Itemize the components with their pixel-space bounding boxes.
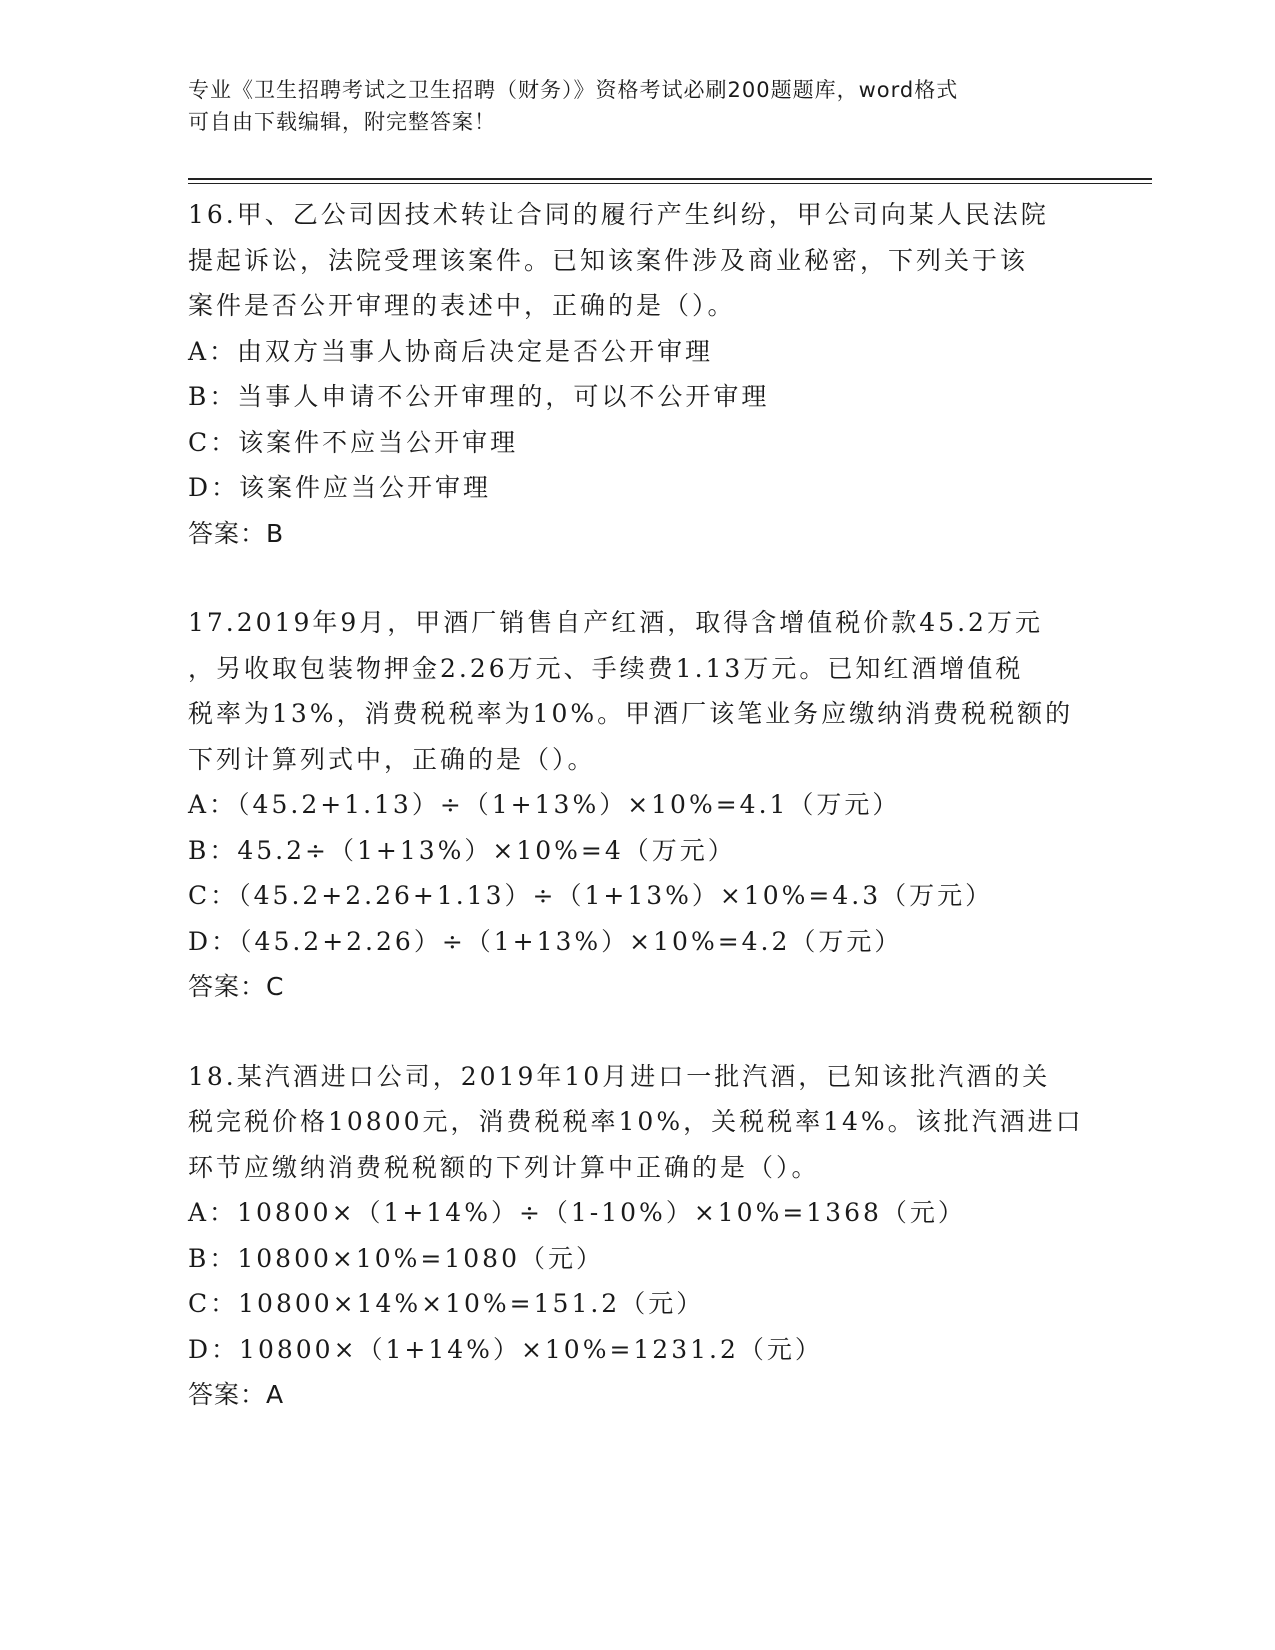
option-b: B：当事人申请不公开审理的，可以不公开审理 <box>188 382 770 411</box>
question-stem-line: ，另收取包装物押金2.26万元、手续费1.13万元。已知红酒增值税 <box>188 653 1024 683</box>
option-a: A：（45.2+1.13）÷（1+13%）×10%=4.1（万元） <box>188 790 901 819</box>
header-line: 专业《卫生招聘考试之卫生招聘（财务）》资格考试必刷200题题库，word格式 <box>188 78 959 102</box>
question-list <box>188 192 1084 1462</box>
question-stem-line: 税率为13%，消费税税率为10%。甲酒厂该笔业务应缴纳消费税税额的 <box>188 699 1074 728</box>
option-d: D：10800×（1+14%）×10%=1231.2（元） <box>188 1334 823 1364</box>
question-16 <box>188 192 1078 556</box>
question-18 <box>188 1054 1084 1418</box>
question-stem-line: 环节应缴纳消费税税额的下列计算中正确的是（）。 <box>188 1152 820 1182</box>
option-c: C：（45.2+2.26+1.13）÷（1+13%）×10%=4.3（万元） <box>188 881 994 910</box>
answer-label: 答案：A <box>188 1380 285 1409</box>
header-line: 可自由下载编辑，附完整答案！ <box>188 110 496 134</box>
option-c: C：10800×14%×10%=151.2（元） <box>188 1289 705 1318</box>
option-b: B：10800×10%=1080（元） <box>188 1243 604 1273</box>
question-stem-line: 16.甲、乙公司因技术转让合同的履行产生纠纷，甲公司向某人民法院 <box>188 200 1049 229</box>
answer-label: 答案：B <box>188 518 285 548</box>
option-b: B：45.2÷（1+13%）×10%=4（万元） <box>188 835 736 865</box>
option-a: A：由双方当事人协商后决定是否公开审理 <box>188 336 714 366</box>
question-stem-line: 案件是否公开审理的表述中，正确的是（）。 <box>188 291 736 320</box>
document-header <box>188 74 1068 138</box>
option-c: C：该案件不应当公开审理 <box>188 427 519 457</box>
option-a: A：10800×（1+14%）÷（1-10%）×10%=1368（元） <box>188 1198 966 1227</box>
header-divider <box>188 178 1152 180</box>
question-stem-line: 税完税价格10800元，消费税税率10%，关税税率14%。该批汽酒进口 <box>188 1107 1084 1136</box>
question-stem-line: 下列计算列式中，正确的是（）。 <box>188 744 596 774</box>
option-d: D：（45.2+2.26）÷（1+13%）×10%=4.2（万元） <box>188 926 903 956</box>
question-stem-line: 17.2019年9月，甲酒厂销售自产红酒，取得含增值税价款45.2万元 <box>188 608 1043 637</box>
question-17 <box>188 600 1078 1010</box>
question-stem-line: 18.某汽酒进口公司，2019年10月进口一批汽酒，已知该批汽酒的关 <box>188 1061 1051 1091</box>
option-d: D：该案件应当公开审理 <box>188 473 492 502</box>
question-stem-line: 提起诉讼，法院受理该案件。已知该案件涉及商业秘密，下列关于该 <box>188 245 1029 275</box>
header-divider-thin <box>188 183 1152 184</box>
answer-label: 答案：C <box>188 972 285 1001</box>
